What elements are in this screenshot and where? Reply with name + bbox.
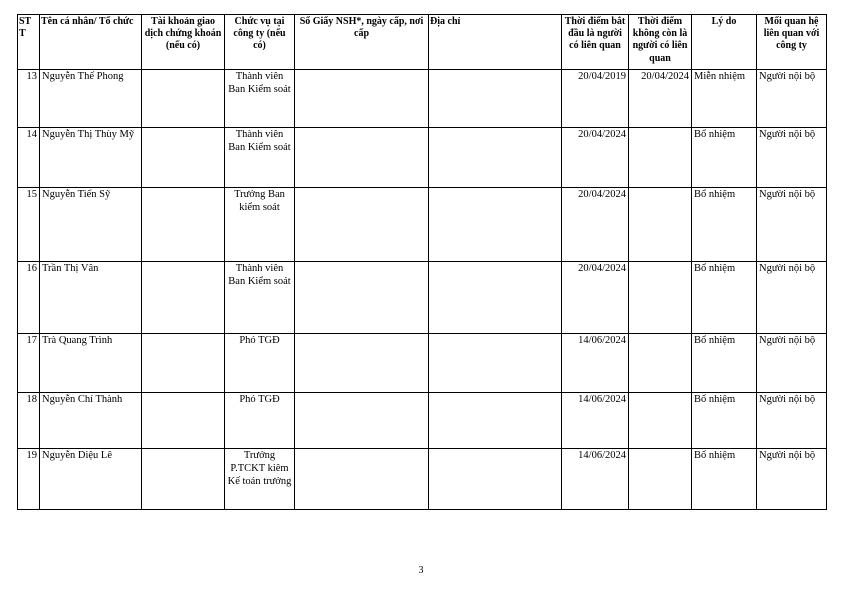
- cell-end-date: [629, 449, 692, 510]
- cell-name: Trà Quang Trình: [40, 334, 142, 393]
- table-row: [18, 334, 827, 393]
- cell-stt: 18: [18, 393, 40, 449]
- page-number: 3: [418, 565, 424, 576]
- cell-address: [429, 128, 562, 188]
- cell-end-date: 20/04/2024: [629, 70, 692, 128]
- related-persons-table: [17, 14, 827, 510]
- cell-name: Nguyễn Diệu Lê: [40, 449, 142, 510]
- cell-id-doc: [295, 393, 429, 449]
- cell-position: Thành viên Ban Kiểm soát: [225, 262, 295, 334]
- table-row: [18, 188, 827, 262]
- cell-stt: 17: [18, 334, 40, 393]
- cell-name: Nguyễn Thế Phong: [40, 70, 142, 128]
- cell-address: [429, 334, 562, 393]
- cell-position: Thành viên Ban Kiểm soát: [225, 70, 295, 128]
- cell-account: [142, 262, 225, 334]
- cell-reason: Bổ nhiệm: [692, 393, 757, 449]
- header-stt: ST T: [18, 15, 40, 70]
- cell-end-date: [629, 334, 692, 393]
- cell-start-date: 14/06/2024: [562, 334, 629, 393]
- cell-id-doc: [295, 449, 429, 510]
- table-row: [18, 128, 827, 188]
- header-address: Địa chỉ: [429, 15, 562, 70]
- cell-stt: 16: [18, 262, 40, 334]
- cell-address: [429, 449, 562, 510]
- cell-account: [142, 188, 225, 262]
- cell-account: [142, 449, 225, 510]
- cell-relation: Người nội bộ: [757, 393, 827, 449]
- cell-reason: Bổ nhiệm: [692, 128, 757, 188]
- cell-stt: 13: [18, 70, 40, 128]
- cell-id-doc: [295, 128, 429, 188]
- cell-relation: Người nội bộ: [757, 70, 827, 128]
- cell-start-date: 20/04/2024: [562, 262, 629, 334]
- header-end-date: Thời điểm không còn là người có liên quan: [629, 15, 692, 70]
- cell-account: [142, 334, 225, 393]
- table-row: [18, 262, 827, 334]
- header-id-doc: Số Giấy NSH*, ngày cấp, nơi cấp: [295, 15, 429, 70]
- cell-account: [142, 70, 225, 128]
- header-position: Chức vụ tại công ty (nếu có): [225, 15, 295, 70]
- cell-relation: Người nội bộ: [757, 449, 827, 510]
- cell-account: [142, 128, 225, 188]
- cell-relation: Người nội bộ: [757, 262, 827, 334]
- cell-start-date: 20/04/2024: [562, 128, 629, 188]
- cell-stt: 15: [18, 188, 40, 262]
- cell-start-date: 14/06/2024: [562, 449, 629, 510]
- cell-stt: 14: [18, 128, 40, 188]
- cell-end-date: [629, 262, 692, 334]
- cell-address: [429, 262, 562, 334]
- cell-start-date: 14/06/2024: [562, 393, 629, 449]
- cell-name: Trần Thị Vân: [40, 262, 142, 334]
- header-relation: Mối quan hệ liên quan với công ty: [757, 15, 827, 70]
- header-name: Tên cá nhân/ Tổ chức: [40, 15, 142, 70]
- cell-start-date: 20/04/2024: [562, 188, 629, 262]
- header-account: Tài khoản giao dịch chứng khoán (nếu có): [142, 15, 225, 70]
- cell-end-date: [629, 128, 692, 188]
- cell-end-date: [629, 393, 692, 449]
- cell-id-doc: [295, 70, 429, 128]
- cell-position: Phó TGĐ: [225, 393, 295, 449]
- cell-id-doc: [295, 334, 429, 393]
- table-header-row: [18, 15, 827, 70]
- table-row: [18, 393, 827, 449]
- cell-reason: Bổ nhiệm: [692, 188, 757, 262]
- cell-address: [429, 393, 562, 449]
- cell-end-date: [629, 188, 692, 262]
- cell-name: Nguyễn Chí Thành: [40, 393, 142, 449]
- cell-reason: Bổ nhiệm: [692, 334, 757, 393]
- header-reason: Lý do: [692, 15, 757, 70]
- cell-stt: 19: [18, 449, 40, 510]
- cell-reason: Bổ nhiệm: [692, 449, 757, 510]
- cell-position: Phó TGĐ: [225, 334, 295, 393]
- cell-account: [142, 393, 225, 449]
- table-row: [18, 70, 827, 128]
- cell-reason: Miễn nhiệm: [692, 70, 757, 128]
- cell-name: Nguyễn Tiến Sỹ: [40, 188, 142, 262]
- cell-position: Trưởng P.TCKT kiêm Kế toán trưởng: [225, 449, 295, 510]
- table-row: [18, 449, 827, 510]
- cell-address: [429, 70, 562, 128]
- cell-relation: Người nội bộ: [757, 128, 827, 188]
- cell-reason: Bổ nhiệm: [692, 262, 757, 334]
- cell-relation: Người nội bộ: [757, 188, 827, 262]
- cell-address: [429, 188, 562, 262]
- cell-id-doc: [295, 262, 429, 334]
- cell-relation: Người nội bộ: [757, 334, 827, 393]
- header-start-date: Thời điểm bắt đầu là người có liên quan: [562, 15, 629, 70]
- cell-start-date: 20/04/2019: [562, 70, 629, 128]
- cell-position: Trưởng Ban kiểm soát: [225, 188, 295, 262]
- cell-position: Thành viên Ban Kiểm soát: [225, 128, 295, 188]
- cell-name: Nguyễn Thị Thùy Mỹ: [40, 128, 142, 188]
- cell-id-doc: [295, 188, 429, 262]
